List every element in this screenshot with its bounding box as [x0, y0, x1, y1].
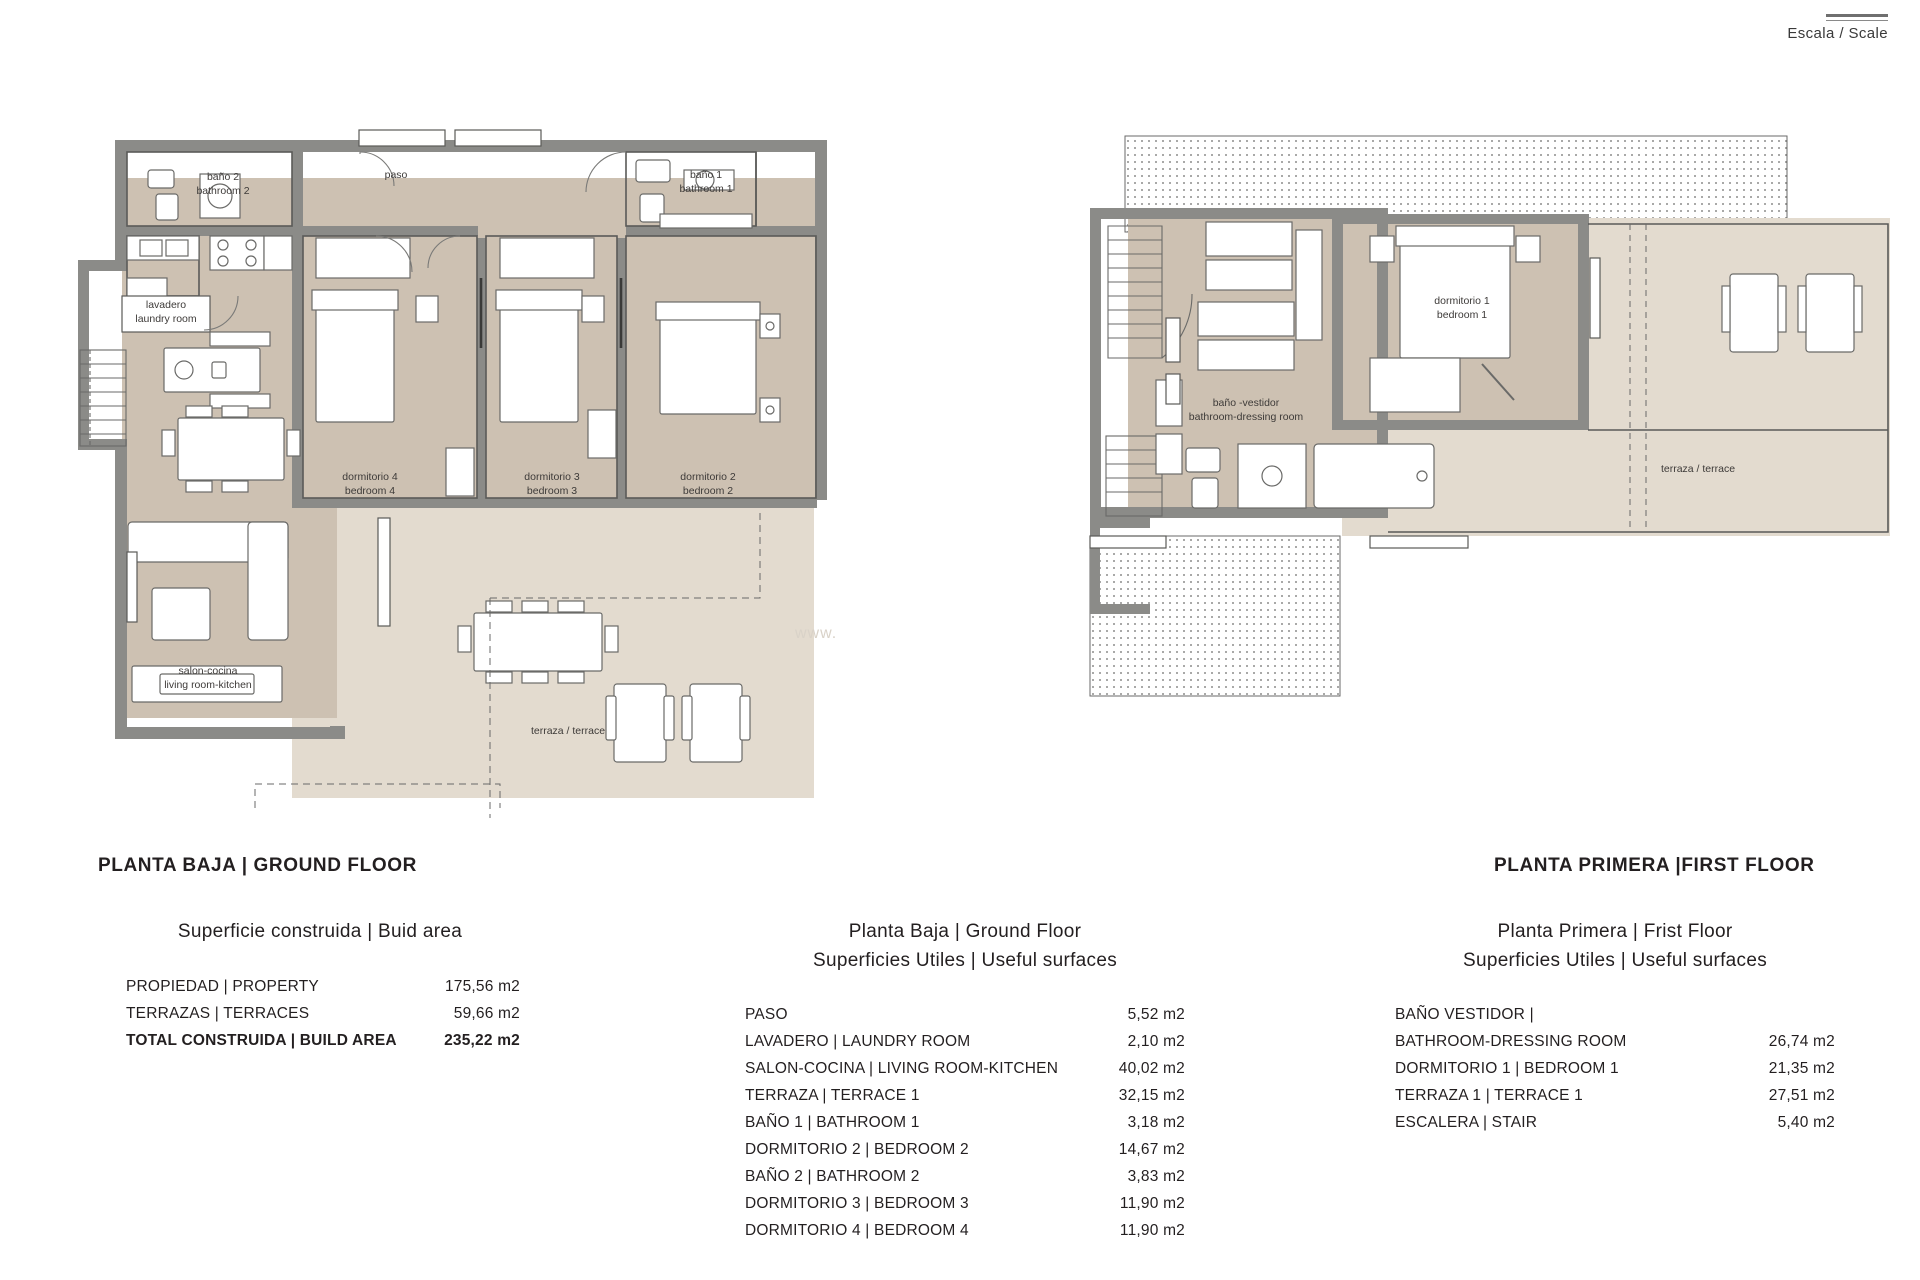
label-living-en: living room-kitchen — [164, 679, 252, 691]
row-value: 11,90 m2 — [1119, 1222, 1185, 1239]
row-label: DORMITORIO 1 | BEDROOM 1 — [1395, 1060, 1619, 1077]
ground-surfaces-title-line1: Planta Baja | Ground Floor — [848, 921, 1082, 942]
row-label: TERRAZA | TERRACE 1 — [745, 1087, 920, 1104]
label-paso: paso — [384, 169, 408, 181]
row-label: PASO — [745, 1006, 788, 1023]
row-label: TOTAL CONSTRUIDA | BUILD AREA — [126, 1031, 397, 1049]
label-laundry-en: laundry room — [135, 313, 197, 325]
ground-surfaces-title-line2: Superficies Utiles | Useful surfaces — [812, 949, 1117, 971]
scale-bar-icon — [1787, 14, 1888, 21]
row-value: 2,10 m2 — [1127, 1033, 1185, 1050]
label-bathroom2-en: bathroom 2 — [196, 185, 250, 197]
label-terrace-gf: terraza / terrace — [530, 725, 606, 737]
table-row — [1395, 1082, 1835, 1109]
row-value: 3,83 m2 — [1127, 1168, 1185, 1185]
row-value: 3,18 m2 — [1127, 1114, 1185, 1131]
row-label: BATHROOM-DRESSING ROOM — [1395, 1033, 1627, 1050]
first-surfaces-title — [1395, 918, 1835, 975]
row-value: 27,51 m2 — [1768, 1087, 1835, 1104]
label-bathroom2-es: baño 2 — [206, 171, 240, 183]
table-row — [745, 1190, 1185, 1217]
row-label: BAÑO 1 | BATHROOM 1 — [745, 1114, 920, 1131]
row-value: 21,35 m2 — [1768, 1060, 1835, 1077]
label-bed4-es: dormitorio 4 — [342, 471, 398, 483]
first-floor-surfaces-table — [1395, 918, 1835, 1136]
build-area-rows — [120, 973, 520, 1054]
ground-floor-surfaces-table — [745, 918, 1185, 1244]
row-value: 14,67 m2 — [1118, 1141, 1185, 1158]
row-value: 5,52 m2 — [1127, 1006, 1185, 1023]
row-label: ESCALERA | STAIR — [1395, 1114, 1538, 1131]
first-floor-plan — [1070, 118, 1900, 818]
row-label: SALON-COCINA | LIVING ROOM-KITCHEN — [745, 1060, 1059, 1077]
table-row — [745, 1163, 1185, 1190]
ground-floor-title: PLANTA BAJA | GROUND FLOOR — [98, 855, 417, 876]
table-row — [745, 1109, 1185, 1136]
row-label: LAVADERO | LAUNDRY ROOM — [745, 1033, 971, 1050]
table-row — [745, 1001, 1185, 1028]
table-row — [1395, 1028, 1835, 1055]
row-value: 26,74 m2 — [1768, 1033, 1835, 1050]
ground-floor-plan — [60, 118, 890, 818]
label-laundry-es: lavadero — [145, 299, 187, 311]
row-label: DORMITORIO 2 | BEDROOM 2 — [745, 1141, 969, 1158]
table-row-total — [126, 1027, 520, 1054]
label-bathdress-en: bathroom-dressing room — [1188, 411, 1304, 423]
label-terrace-ff: terraza / terrace — [1660, 463, 1736, 475]
row-value: 40,02 m2 — [1118, 1060, 1185, 1077]
row-value: 32,15 m2 — [1118, 1087, 1185, 1104]
first-surfaces-title-line2: Superficies Utiles | Useful surfaces — [1462, 949, 1767, 971]
row-label: TERRAZAS | TERRACES — [126, 1004, 310, 1022]
row-label: BAÑO 2 | BATHROOM 2 — [745, 1168, 920, 1185]
row-label: BAÑO VESTIDOR | — [1395, 1006, 1534, 1023]
table-row — [745, 1082, 1185, 1109]
first-surfaces-title-line1: Planta Primera | Frist Floor — [1497, 921, 1733, 942]
row-value: 11,90 m2 — [1119, 1195, 1185, 1212]
label-bed1-en-ff: bedroom 1 — [1436, 309, 1488, 321]
label-bed3-en: bedroom 3 — [526, 485, 578, 497]
ground-surfaces-title — [745, 918, 1185, 975]
build-area-table — [120, 918, 520, 1054]
table-row — [126, 973, 520, 1000]
label-bed3-es: dormitorio 3 — [524, 471, 580, 483]
label-bathroom1-es: baño 1 — [689, 169, 723, 181]
build-area-title: Superficie construida | Buid area — [177, 921, 463, 942]
row-value: 175,56 m2 — [444, 977, 520, 995]
label-bed2-es: dormitorio 2 — [680, 471, 736, 483]
table-row — [126, 1000, 520, 1027]
table-row — [745, 1217, 1185, 1244]
table-row — [1395, 1109, 1835, 1136]
row-value: 59,66 m2 — [453, 1004, 520, 1022]
scale-label: Escala / Scale — [1787, 25, 1888, 42]
table-row — [745, 1028, 1185, 1055]
label-bed4-en: bedroom 4 — [344, 485, 396, 497]
scale-legend — [1787, 14, 1888, 42]
row-value: 5,40 m2 — [1777, 1114, 1835, 1131]
row-label: DORMITORIO 3 | BEDROOM 3 — [745, 1195, 969, 1212]
table-row — [1395, 1055, 1835, 1082]
row-label: TERRAZA 1 | TERRACE 1 — [1395, 1087, 1583, 1104]
label-bathdress-es: baño -vestidor — [1212, 397, 1280, 409]
table-row — [1395, 1001, 1835, 1028]
label-bed2-en: bedroom 2 — [682, 485, 734, 497]
first-floor-title: PLANTA PRIMERA |FIRST FLOOR — [1494, 855, 1815, 876]
row-label: DORMITORIO 4 | BEDROOM 4 — [745, 1222, 969, 1239]
row-value: 235,22 m2 — [444, 1031, 520, 1049]
label-living-es: salon-cocina — [178, 665, 238, 677]
first-surfaces-rows — [1395, 1001, 1835, 1136]
ground-surfaces-rows — [745, 1001, 1185, 1244]
table-row — [745, 1055, 1185, 1082]
label-bed1-es-ff: dormitorio 1 — [1434, 295, 1490, 307]
table-row — [745, 1136, 1185, 1163]
label-bathroom1-en: bathroom 1 — [679, 183, 733, 195]
watermark: www. — [795, 625, 838, 642]
row-label: PROPIEDAD | PROPERTY — [126, 977, 319, 995]
